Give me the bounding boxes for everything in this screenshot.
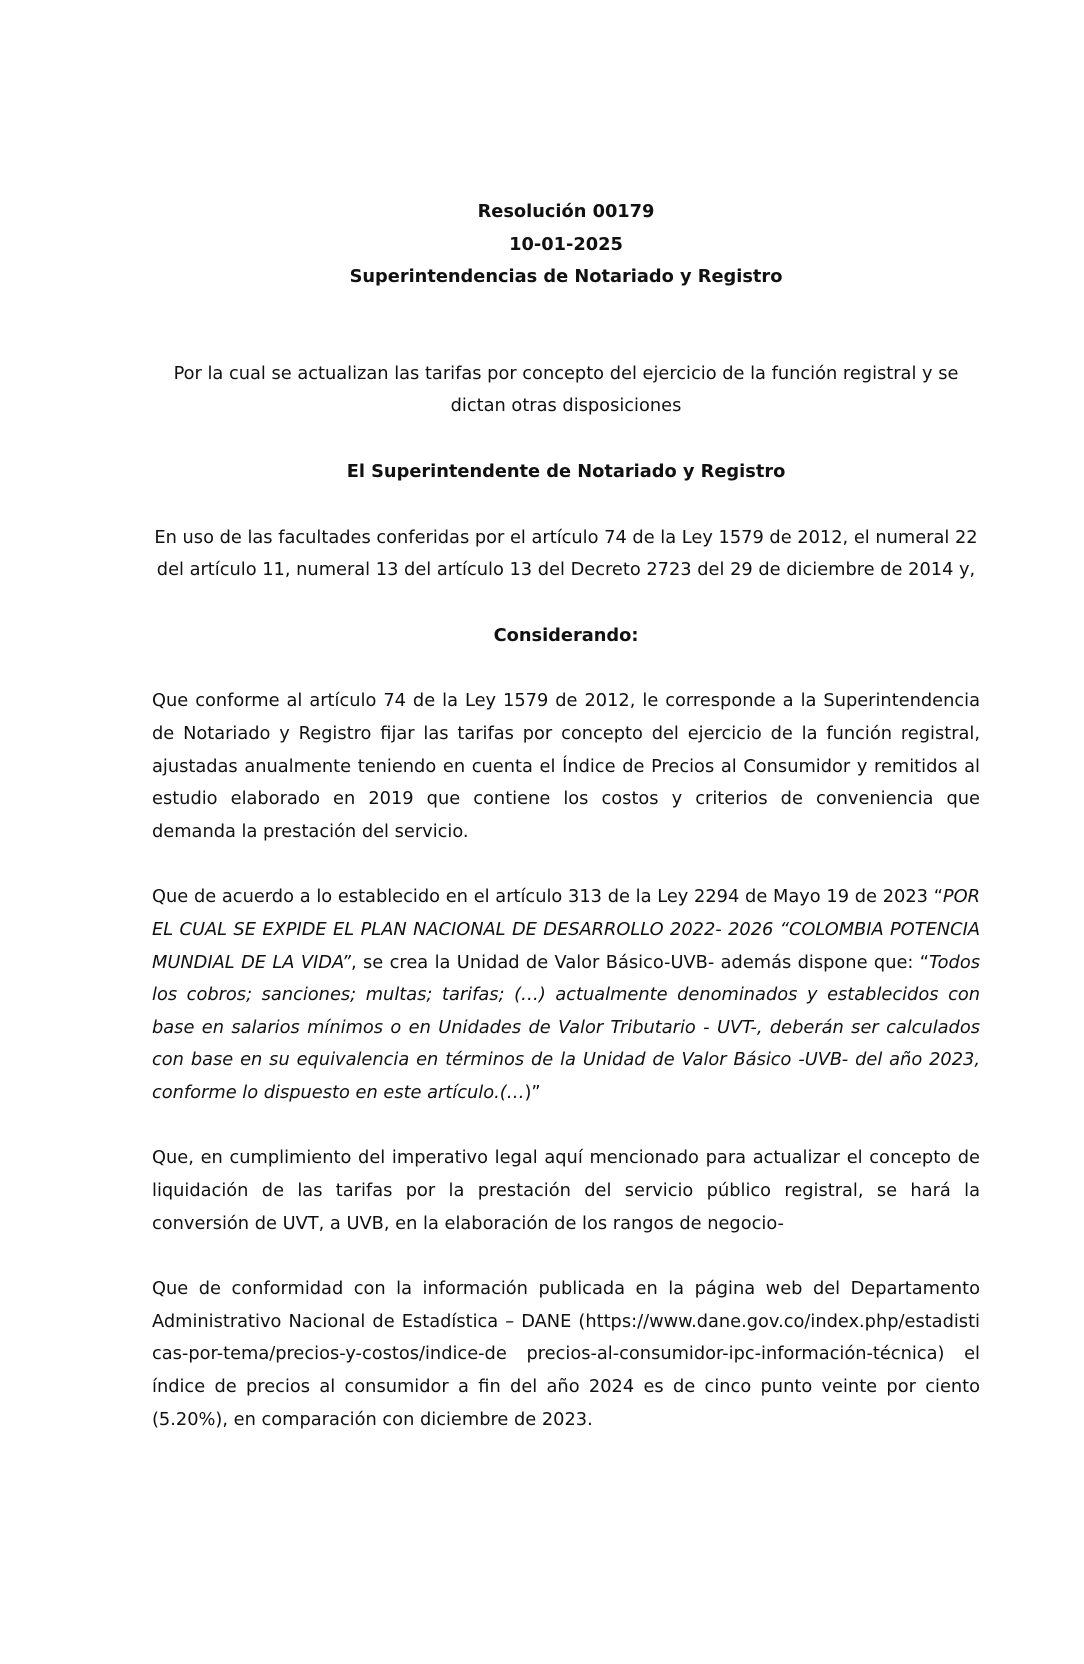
resolution-number: Resolución 00179 — [477, 201, 655, 222]
document-header — [152, 196, 980, 294]
issuing-entity: Superintendencias de Notariado y Registro — [349, 266, 783, 288]
considering-heading: Considerando: — [493, 624, 639, 646]
considering-paragraph-2 — [152, 881, 980, 1109]
considering-paragraph-3: Que, en cumplimiento del imperativo legal aquí mencionado para actualizar el concepto de liquidación de las tarifas por la prestación del servicio público registral, se hará la conversión de UVT, a UVB, en la elaboración de los rangos de negocio- — [152, 1147, 980, 1234]
paragraph-2-middle: , se crea la Unidad de Valor Básico-UVB- además dispone que: “ — [350, 951, 930, 973]
dane-url: (https://www.dane.gov.co/index.php/estadisticas-por-tema/precios-y-costos/indice-de precios-al-consumidor-ipc-información-técnica) — [152, 1310, 980, 1365]
paragraph-4-lead: Que de conformidad con la información publicada en la página web del Departamento Administrativo Nacional de Estadística – DANE — [152, 1278, 980, 1332]
resolution-purpose: Por la cual se actualizan las tarifas por concepto del ejercicio de la función registral y se dictan otras disposiciones — [173, 362, 959, 417]
considering-paragraph-4 — [152, 1273, 980, 1436]
law-quote: Todos los cobros; sanciones; multas; tarifas; (…) actualmente denominados y establecidos con base en salarios mínimos o en Unidades de Valor Tributario - UVT-, deberán ser calculados con base en su equivalencia en términos de la Unidad de Valor Básico -UVB- del año 2023, conforme lo dispuesto en este artículo.(… — [152, 951, 980, 1103]
resolution-date: 10-01-2025 — [509, 233, 623, 255]
paragraph-2-lead: Que de acuerdo a lo establecido en el artículo 313 de la Ley 2294 de Mayo 19 de 2023 “ — [152, 886, 943, 908]
paragraph-2-tail: )” — [524, 1081, 541, 1103]
authority-title: El Superintendente de Notariado y Registro — [346, 460, 786, 482]
considering-paragraph-1: Que conforme al artículo 74 de la Ley 1579 de 2012, le corresponde a la Superintendencia de Notariado y Registro fijar las tarifas por concepto del ejercicio de la función registral, ajustadas anualmente teniendo en cuenta el Índice de Precios al Consumidor y remitidos al estudio elaborado en 2019 que contiene los costos y criterios de conveniencia que demanda la prestación del servicio. — [152, 690, 980, 842]
law-title: POR EL CUAL SE EXPIDE EL PLAN NACIONAL DE DESARROLLO 2022- 2026 “COLOMBIA POTENCIA MUNDIAL DE LA VIDA” — [152, 886, 980, 973]
legal-powers: En uso de las facultades conferidas por el artículo 74 de la Ley 1579 de 2012, el numeral 22 del artículo 11, numeral 13 del artículo 13 del Decreto 2723 del 29 de diciembre de 2014 y, — [154, 526, 978, 581]
paragraph-4-tail: el índice de precios al consumidor a fin del año 2024 es de cinco punto veinte por ciento (5.20%), en comparación con diciembre de 2023. — [152, 1343, 980, 1430]
document-page — [152, 196, 980, 1436]
